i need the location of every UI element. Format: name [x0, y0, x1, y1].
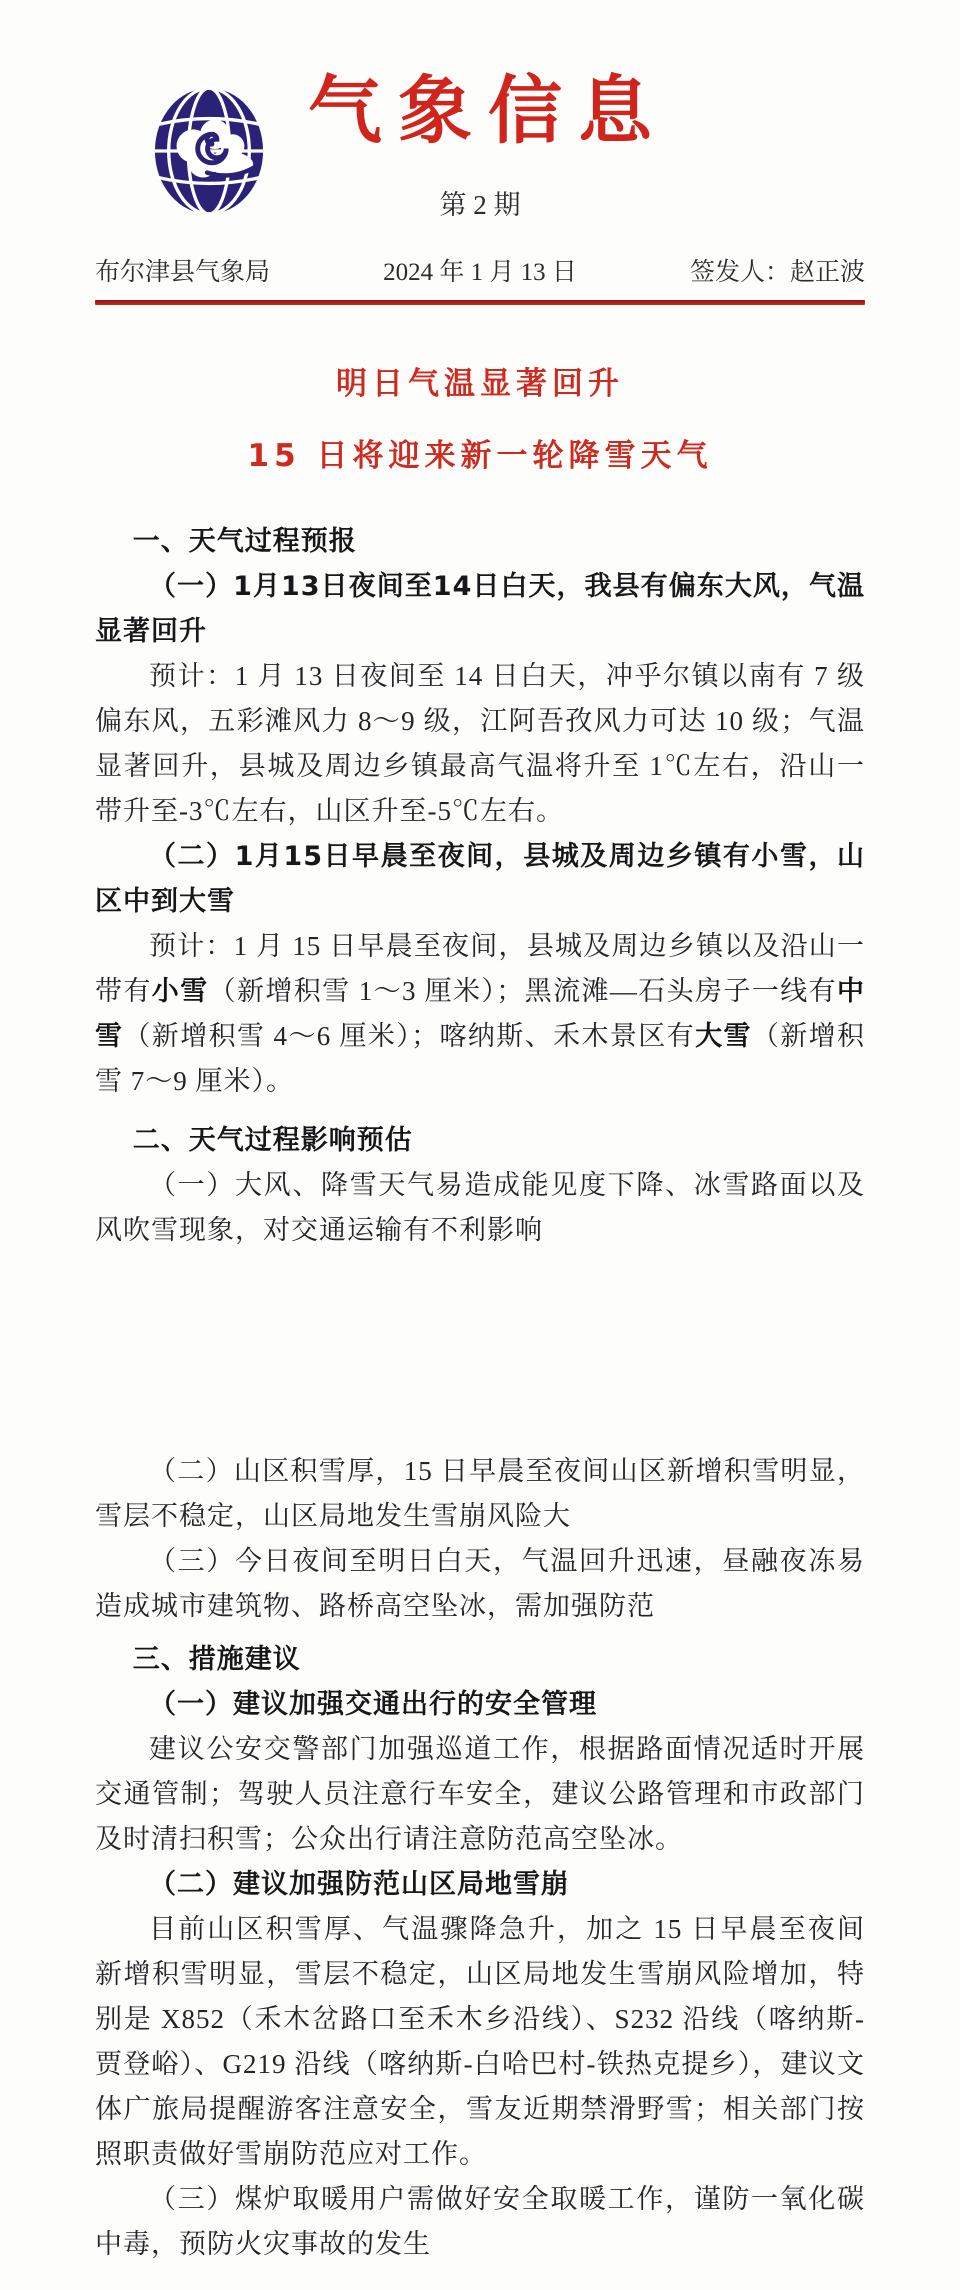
issuing-agency: 布尔津县气象局 — [95, 259, 271, 286]
document-body — [95, 519, 865, 2267]
section-3-heading: 三、措施建议 — [132, 1644, 301, 1675]
section-2-heading: 二、天气过程影响预估 — [132, 1125, 413, 1156]
cma-cloud-globe-logo-icon — [150, 84, 268, 218]
issuing-info-row — [95, 252, 865, 288]
impact-item-1: （一）大风、降雪天气易造成能见度下降、冰雪路面以及风吹雪现象，对交通运输有不利影响 — [95, 1170, 865, 1245]
document-header — [0, 0, 960, 305]
impact-item-3: （三）今日夜间至明日白天，气温回升迅速，昼融夜冻易造成城市建筑物、路桥高空坠冰，需加强防范 — [95, 1546, 865, 1621]
advice-item-1-detail: 建议公安交警部门加强巡道工作，根据路面情况适时开展交通管制；驾驶人员注意行车安全，建议公路管理和市政部门及时清扫积雪；公众出行请注意防范高空坠冰。 — [95, 1734, 865, 1854]
bulletin-title: 气象信息 — [308, 68, 668, 154]
forecast-item-2-heading: （二）1月15日早晨至夜间，县城及周边乡镇有小雪，山区中到大雪 — [95, 841, 865, 917]
forecast-item-1-heading: （一）1月13日夜间至14日白天，我县有偏东大风，气温显著回升 — [95, 571, 865, 647]
advice-item-2-heading: （二）建议加强防范山区局地雪崩 — [149, 1869, 569, 1900]
headline-line-2: 15 日将迎来新一轮降雪天气 — [247, 438, 713, 474]
issuer-name: 签发人：赵正波 — [689, 259, 865, 286]
issue-number: 第 2 期 — [439, 190, 521, 220]
issue-date: 2024 年 1 月 13 日 — [383, 259, 577, 286]
document-headline — [0, 363, 960, 477]
advice-item-3: （三）煤炉取暖用户需做好安全取暖工作，谨防一氧化碳中毒，预防火灾事故的发生 — [95, 2184, 865, 2259]
impact-item-2: （二）山区积雪厚，15 日早晨至夜间山区新增积雪明显，雪层不稳定，山区局地发生雪崩风险大 — [95, 1456, 865, 1531]
forecast-item-2-detail: 预计：1 月 15 日早晨至夜间，县城及周边乡镇以及沿山一带有小雪（新增积雪 1～3 厘米）；黑流滩—石头房子一线有中雪（新增积雪 4～6 厘米）；喀纳斯、禾木景区有大雪（新增积雪 7～9 厘米）。 — [95, 931, 866, 1096]
advice-item-2-detail: 目前山区积雪厚、气温骤降急升，加之 15 日早晨至夜间新增积雪明显，雪层不稳定，山区局地发生雪崩风险增加，特别是 X852（禾木岔路口至禾木乡沿线）、S232 沿线（喀纳斯-贾登峪）、G219 沿线（喀纳斯-白哈巴村-铁热克提乡），建议文体广旅局提醒游客注意安全，雪友近期禁滑野雪；相关部门按照职责做好雪崩防范应对工作。 — [95, 1914, 865, 2169]
headline-line-1: 明日气温显著回升 — [336, 366, 624, 402]
forecast-item-1-detail: 预计：1 月 13 日夜间至 14 日白天，冲乎尔镇以南有 7 级偏东风，五彩滩风力 8～9 级，江阿吾孜风力可达 10 级；气温显著回升，县城及周边乡镇最高气温将升至 1℃左右，沿山一带升至-3℃左右，山区升至-5℃左右。 — [95, 661, 865, 826]
section-1-heading: 一、天气过程预报 — [132, 526, 357, 557]
advice-item-1-heading: （一）建议加强交通出行的安全管理 — [149, 1689, 597, 1720]
header-divider-rule — [95, 300, 865, 305]
